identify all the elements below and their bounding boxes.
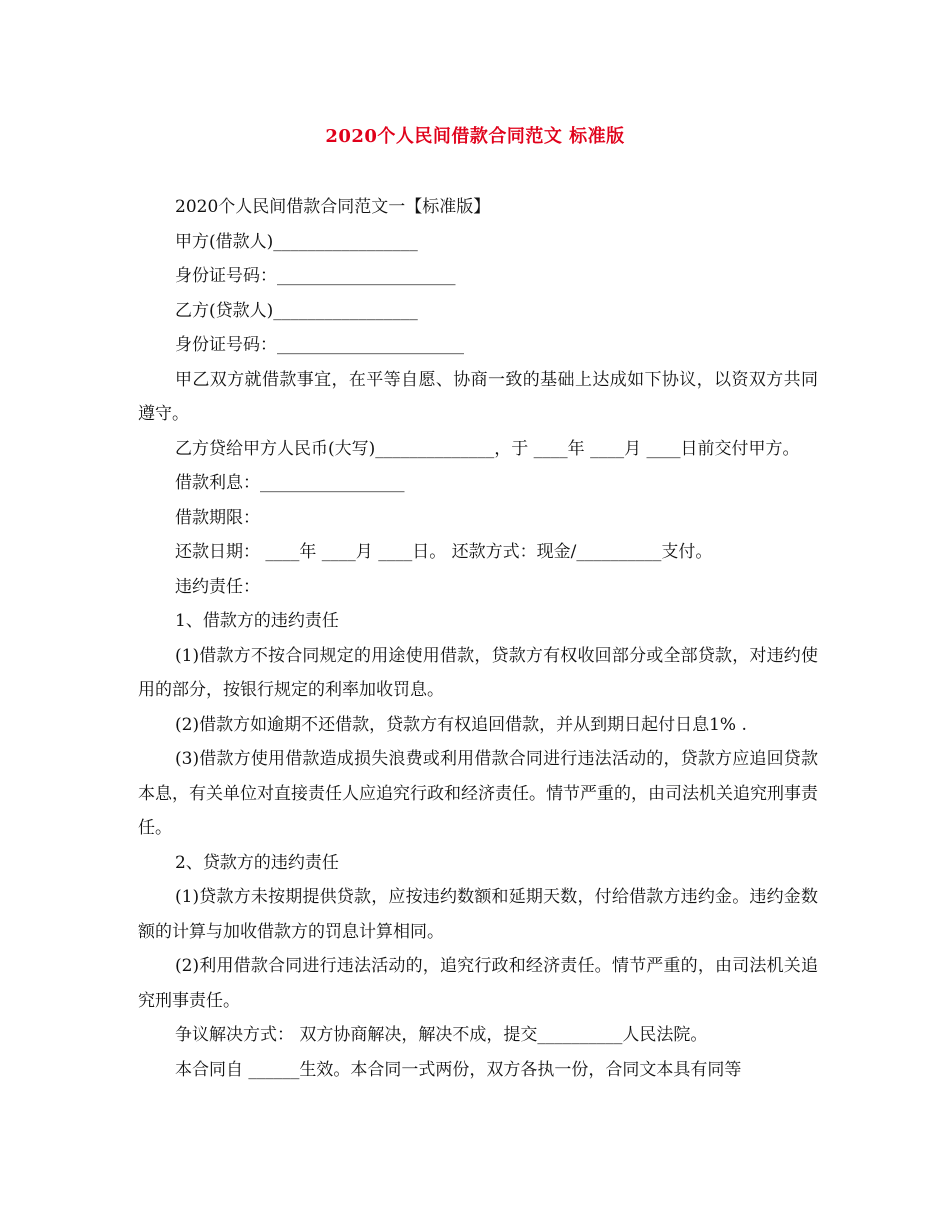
lender-liability-heading: 2、贷款方的违约责任 (175, 852, 339, 873)
party-b-line: 乙方(贷款人)_________________ (175, 300, 418, 321)
loan-amount-paragraph: 乙方贷给甲方人民币(大写)______________，于 ____年 ____月 ____日前交付甲方。 (175, 438, 800, 459)
subtitle-line: 2020个人民间借款合同范文一【标准版】 (175, 197, 491, 217)
lender-clause-2: (2)利用借款合同进行违法活动的，追究行政和经济责任。情节严重的，由司法机关追究刑事责任。 (138, 956, 818, 1011)
effective-paragraph: 本合同自 ______生效。本合同一式两份，双方各执一份，合同文本具有同等 (175, 1059, 742, 1080)
loan-term-line: 借款期限： (175, 507, 260, 528)
liability-heading: 违约责任： (175, 576, 260, 597)
party-a-line: 甲方(借款人)_________________ (175, 231, 418, 252)
borrower-clause-2: (2)借款方如逾期不还借款，贷款方有权追回借款，并从到期日起付日息1% . (175, 714, 747, 735)
agreement-paragraph: 甲乙双方就借款事宜，在平等自愿、协商一致的基础上达成如下协议，以资双方共同遵守。 (138, 369, 818, 424)
document-title: 2020个人民间借款合同范文 标准版 (325, 126, 625, 147)
dispute-line: 争议解决方式： 双方协商解决，解决不成，提交__________人民法院。 (175, 1025, 708, 1045)
party-b-id-line: 身份证号码：______________________ (175, 335, 464, 355)
document-body (138, 190, 818, 1087)
borrower-liability-heading: 1、借款方的违约责任 (175, 611, 339, 631)
lender-clause-1: (1)贷款方未按期提供贷款，应按违约数额和延期天数，付给借款方违约金。违约金数额的计算与加收借款方的罚息计算相同。 (138, 887, 818, 942)
borrower-clause-1: (1)借款方不按合同规定的用途使用借款，贷款方有权收回部分或全部贷款，对违约使用的部分，按银行规定的利率加收罚息。 (138, 645, 818, 700)
interest-line: 借款利息：_________________ (175, 473, 405, 493)
borrower-clause-3: (3)借款方使用借款造成损失浪费或利用借款合同进行违法活动的，贷款方应追回贷款本息，有关单位对直接责任人应追究行政和经济责任。情节严重的，由司法机关追究刑事责任。 (138, 749, 818, 838)
repayment-line: 还款日期： ____年 ____月 ____日。 还款方式：现金/__________支付。 (175, 542, 713, 562)
party-a-id-line: 身份证号码：_____________________ (175, 266, 456, 286)
